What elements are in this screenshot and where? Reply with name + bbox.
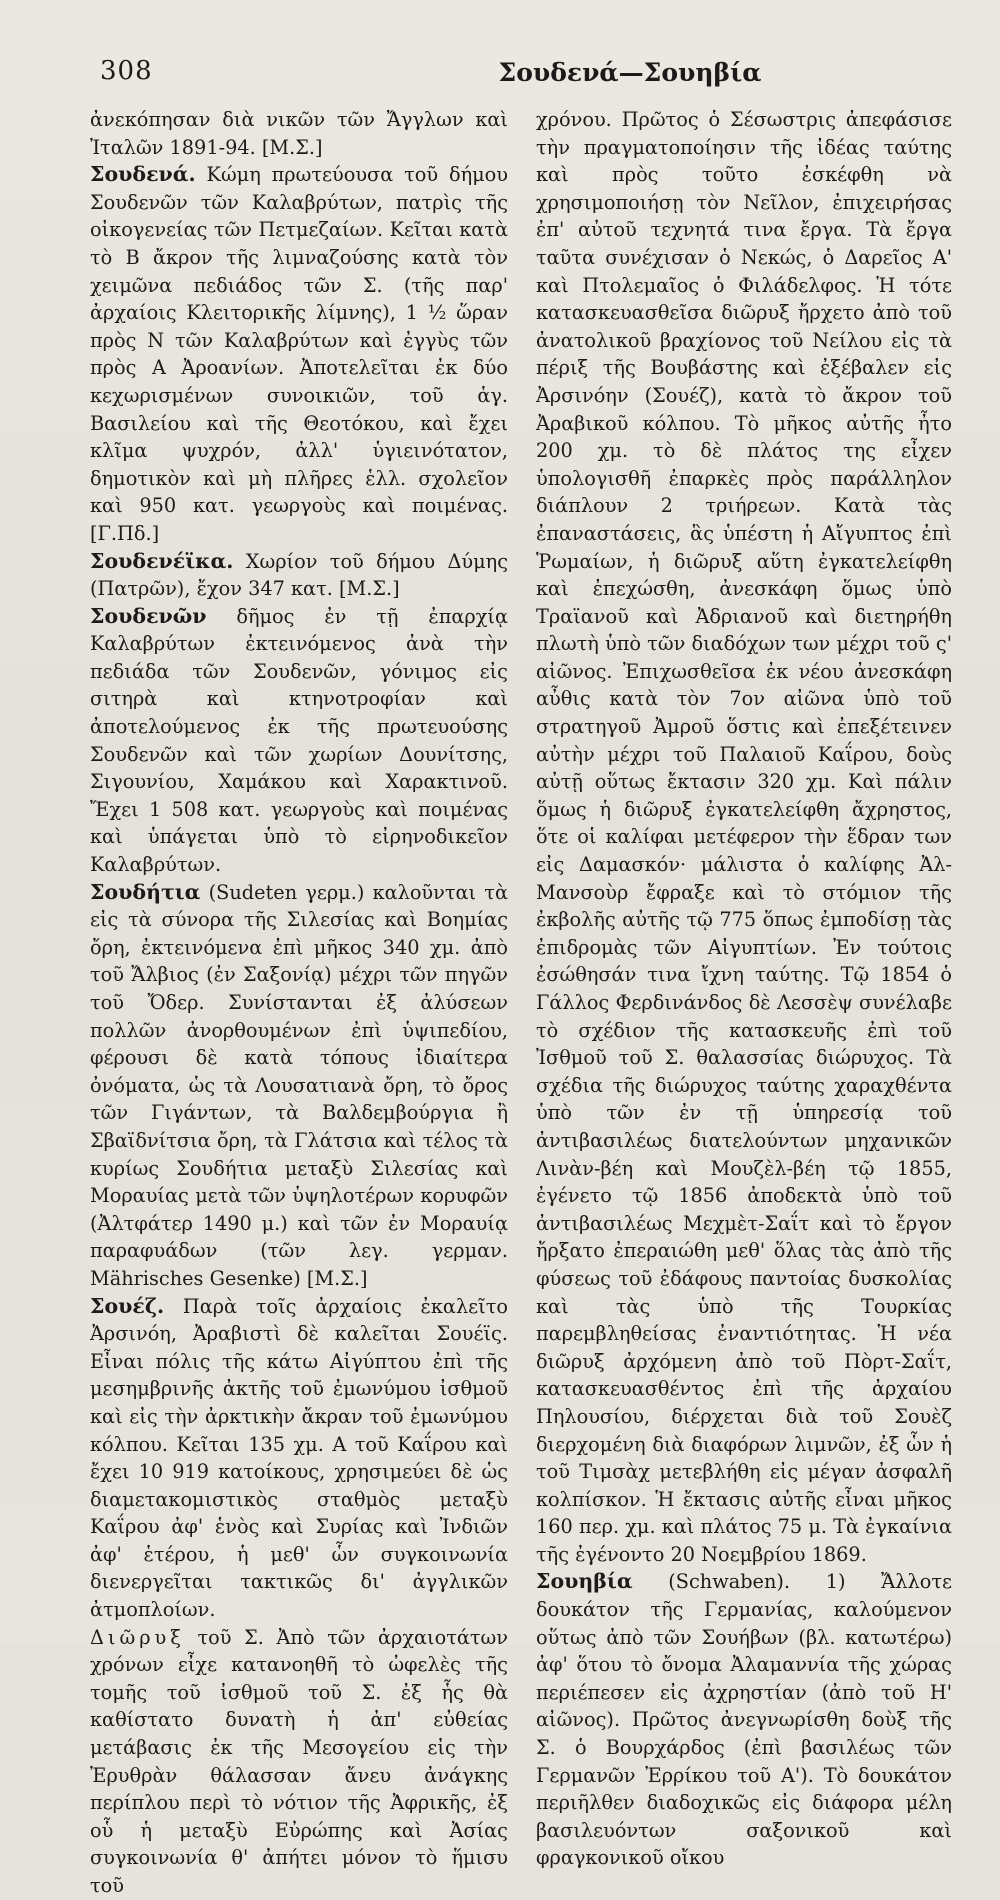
- running-head: Σουδενά—Σουηβία: [498, 58, 762, 87]
- dictionary-entry: [90, 1293, 508, 1624]
- dictionary-entry: [536, 106, 952, 1568]
- dictionary-entry: [90, 879, 508, 1293]
- left-column: [90, 106, 508, 1900]
- entry-subheading: Διῶρυξ: [90, 1625, 185, 1649]
- entry-headword: Σουδενέϊκα.: [90, 548, 234, 573]
- entry-headword: Σουδενά.: [90, 162, 196, 187]
- entry-text: δῆμος ἐν τῇ ἐπαρχίᾳ Καλαβρύτων ἐκτεινόμενος ἀνὰ τὴν πεδιάδα τῶν Σουδενῶν, γόνιμος εἰς σιτηρὰ καὶ κτηνοτροφίαν καὶ ἀποτελούμενος ἐκ τῆς πρωτευούσης Σουδενῶν καὶ τῶν χωρίων Δουνίτσης, Σιγουνίου, Χαμάκου καὶ Χαρακτινοῦ. Ἔχει 1 508 κατ. γεωργοὺς καὶ ποιμένας καὶ ὑπάγεται ὑπὸ τὸ εἰρηνοδικεῖον Καλαβρύτων.: [90, 604, 508, 877]
- dictionary-entry: [536, 1568, 952, 1872]
- right-column: [536, 106, 952, 1872]
- page-header: [100, 56, 960, 96]
- entry-headword: Σουδήτια: [90, 879, 201, 904]
- entry-text: Παρὰ τοῖς ἀρχαίοις ἐκαλεῖτο Ἀρσινόη, Ἀραβιστὶ δὲ καλεῖται Σουέϊς. Εἶναι πόλις τῆς κάτω Αἰγύπτου ἐπὶ τῆς μεσημβρινῆς ἀκτῆς τοῦ ἐμωνύμου ἰσθμοῦ καὶ εἰς τὴν ἀρκτικὴν ἄκραν τοῦ ἐμωνύμου κόλπου. Κεῖται 135 χμ. Α τοῦ Καΐρου καὶ ἔχει 10 919 κατοίκους, χρησιμεύει δὲ ὡς διαμετακομιστικὸς σταθμὸς μεταξὺ Καΐρου ἀφ' ἑνὸς καὶ Συρίας καὶ Ἰνδιῶν ἀφ' ἑτέρου, ἡ μεθ' ὧν συγκοινωνία διενεργεῖται τακτικῶς δι' ἀγγλικῶν ἀτμοπλοίων.: [90, 1294, 508, 1622]
- dictionary-entry: [90, 161, 508, 547]
- entry-text: Κώμη πρωτεύουσα τοῦ δήμου Σουδενῶν τῶν Καλαβρύτων, πατρὶς τῆς οἰκογενείας τῶν Πετμεζαίων. Κεῖται κατὰ τὸ Β ἄκρον τῆς λιμναζούσης κατὰ τὸν χειμῶνα πεδιάδος τῶν Σ. (τῆς παρ' ἀρχαίοις Κλειτορικῆς λίμνης), 1 ½ ὥραν πρὸς Ν τῶν Καλαβρύτων καὶ ἐγγὺς τῶν πρὸς Α Ἀροανίων. Ἀποτελεῖται ἐκ δύο κεχωρισμένων συνοικιῶν, τοῦ ἁγ. Βασιλείου καὶ τῆς Θεοτόκου, καὶ ἔχει κλῖμα ψυχρόν, ἀλλ' ὑγιεινότατον, δημοτικὸν καὶ μὴ πλῆρες ἑλλ. σχολεῖον καὶ 950 κατ. γεωργοὺς καὶ ποιμένας. [Γ.Πδ.]: [90, 163, 508, 545]
- entry-text: χρόνου. Πρῶτος ὁ Σέσωστρις ἀπεφάσισε τὴν πραγματοποίησιν τῆς ἰδέας ταύτης καὶ πρὸς τοῦτο ἐσκέφθη νὰ χρησιμοποιήσῃ τὸν Νεῖλον, ἐπιχειρήσας ἐπ' αὐτοῦ τεχνητά τινα ἔργα. Τὰ ἔργα ταῦτα συνέχισαν ὁ Νεκώς, ὁ Δαρεῖος Α' καὶ Πτολεμαῖος ὁ Φιλάδελφος. Ἡ τότε κατασκευασθεῖσα διῶρυξ ἤρχετο ἀπὸ τοῦ ἀνατολικοῦ βραχίονος τοῦ Νείλου εἰς τὰ πέριξ τῆς Βουβάστης καὶ ἐξέβαλεν εἰς Ἀρσινόην (Σουέζ), κατὰ τὸ ἄκρον τοῦ Ἀραβικοῦ κόλπου. Τὸ μῆκος αὐτῆς ἦτο 200 χμ. τὸ δὲ πλάτος της εἶχεν ὑπολογισθῆ ἐπαρκὲς πρὸς παράλληλον διάπλουν 2 τριήρεων. Κατὰ τὰς ἐπαναστάσεις, ἃς ὑπέστη ἡ Αἴγυπτος ἐπὶ Ῥωμαίων, ἡ διῶρυξ αὕτη ἐγκατελείφθη καὶ ἐπεχώσθη, ἀνεσκάφη ὅμως ὑπὸ Τραϊανοῦ καὶ Ἀδριανοῦ καὶ διετηρήθη πλωτὴ ὑπὸ τῶν διαδόχων των μέχρι τοῦ ς' αἰῶνος. Ἐπιχωσθεῖσα ἐκ νέου ἀνεσκάφη αὖθις κατὰ τὸν 7ον αἰῶνα ὑπὸ τοῦ στρατηγοῦ Ἀμροῦ ὅστις καὶ ἐπεξέτεινεν αὐτὴν μέχρι τοῦ Παλαιοῦ Καΐρου, δοὺς αὐτῇ οὕτως ἔκτασιν 320 χμ. Καὶ πάλιν ὅμως ἡ διῶρυξ ἐγκατελείφθη ἄχρηστος, ὅτε οἱ καλίφαι μετέφερον τὴν ἕδραν των εἰς Δαμασκόν· μάλιστα ὁ καλίφης Ἀλ-Μανσοὺρ ἔφραξε καὶ τὸ στόμιον τῆς ἐκβολῆς αὐτῆς τῷ 775 ὅπως ἐμποδίσῃ τὰς ἐπιδρομὰς τῶν Αἰγυπτίων. Ἐν τούτοις ἐσώθησάν τινα ἴχνη ταύτης. Τῷ 1854 ὁ Γάλλος Φερδινάνδος δὲ Λεσσὲψ συνέλαβε τὸ σχέδιον τῆς κατασκευῆς ἐπὶ τοῦ Ἰσθμοῦ τοῦ Σ. θαλασσίας διώρυχος. Τὰ σχέδια τῆς διώρυχος ταύτης χαραχθέντα ὑπὸ τῶν ἐν τῇ ὑπηρεσίᾳ τοῦ ἀντιβασιλέως διατελούντων μηχανικῶν Λινὰν-βέη καὶ Μουζὲλ-βέη τῷ 1855, ἐγένετο τῷ 1856 ἀποδεκτὰ ὑπὸ τοῦ ἀντιβασιλέως Μεχμὲτ-Σαΐτ καὶ τὸ ἔργον ἤρξατο ἐπεραιώθη μεθ' ὅλας τὰς ἀπὸ τῆς φύσεως τοῦ ἐδάφους παντοίας δυσκολίας καὶ τὰς ὑπὸ τῆς Τουρκίας παρεμβληθείσας ἐναντιότητας. Ἡ νέα διῶρυξ ἀρχόμενη ἀπὸ τοῦ Πὸρτ-Σαΐτ, κατασκευασθέντος ἐπὶ τῆς ἀρχαίου Πηλουσίου, διέρχεται διὰ τοῦ Σουὲζ διερχομένη διὰ διαφόρων λιμνῶν, ἐξ ὧν ἡ τοῦ Τιμσὰχ μετεβλήθη εἰς μέγαν ἀσφαλῆ κολπίσκον. Ἡ ἔκτασις αὐτῆς εἶναι μῆκος 160 περ. χμ. καὶ πλάτος 75 μ. Τὰ ἐγκαίνια τῆς ἐγένοντο 20 Νοεμβρίου 1869.: [536, 108, 952, 1566]
- entry-headword: Σουέζ.: [90, 1293, 165, 1318]
- entry-text: Χωρίον τοῦ δήμου Δύμης (Πατρῶν), ἔχον 347 κατ. [Μ.Σ.]: [90, 549, 508, 601]
- entry-headword: Σουηβία: [536, 1569, 633, 1594]
- dictionary-entry: [90, 1624, 508, 1900]
- entry-text: (Sudeten γερμ.) καλοῦνται τὰ εἰς τὰ σύνορα τῆς Σιλεσίας καὶ Βοημίας ὄρη, ἐκτεινόμενα ἐπὶ μῆκος 340 χμ. ἀπὸ τοῦ Ἄλβιος (ἐν Σαξονίᾳ) μέχρι τῶν πηγῶν τοῦ Ὄδερ. Συνίστανται ἐξ ἀλύσεων πολλῶν ἀνορθουμένων ἐπὶ ὑψιπεδίου, φέρουσι δὲ κατὰ τόπους ἰδιαίτερα ὀνόματα, ὡς τὰ Λουσατιανὰ ὄρη, τὸ ὄρος τῶν Γιγάντων, τὰ Βαλδεμβούργια ἢ Σβαϊδνίτσια ὄρη, τὰ Γλάτσια καὶ τέλος τὰ κυρίως Σουδήτια μεταξὺ Σιλεσίας καὶ Μοραυίας μετὰ τῶν ὑψηλοτέρων κορυφῶν (Ἀλτφάτερ 1490 μ.) καὶ τῶν ἐν Μοραυίᾳ παραφυάδων (τῶν λεγ. γερμαν. Mährisches Gesenke) [Μ.Σ.]: [90, 880, 508, 1290]
- dictionary-entry: [90, 603, 508, 879]
- entry-text: (Schwaben). 1) Ἄλλοτε δουκάτον τῆς Γερμανίας, καλούμενον οὕτως ἀπὸ τῶν Σουήβων (βλ. κατωτέρω) ἀφ' ὅτου τὸ ὄνομα Ἀλαμαννία τῆς χώρας περιέπεσεν εἰς ἀχρηστίαν (ἀπὸ τοῦ Η' αἰῶνος). Πρῶτος ἀνεγνωρίσθη δοὺξ τῆς Σ. ὁ Βουρχάρδος (ἐπὶ βασιλέως τῶν Γερμανῶν Ἐρρίκου τοῦ Α'). Τὸ δουκάτον περιῆλθεν διαδοχικῶς εἰς διάφορα μέλη βασιλευόντων σαξονικοῦ καὶ φραγκονικοῦ οἴκου: [536, 1570, 952, 1870]
- entry-text: ἀνεκόπησαν διὰ νικῶν τῶν Ἄγγλων καὶ Ἰταλῶν 1891-94. [Μ.Σ.]: [90, 108, 508, 159]
- entry-text: τοῦ Σ. Ἀπὸ τῶν ἀρχαιοτάτων χρόνων εἶχε κατανοηθῆ τὸ ὠφελὲς τῆς τομῆς τοῦ ἰσθμοῦ τοῦ Σ. ἐξ ἧς θὰ καθίστατο δυνατὴ ἡ ἀπ' εὐθείας μετάβασις ἐκ τῆς Μεσογείου εἰς τὴν Ἐρυθρὰν θάλασσαν ἄνευ ἀνάγκης περίπλου περὶ τὸ νότιον τῆς Ἀφρικῆς, ἐξ οὗ ἡ μεταξὺ Εὐρώπης καὶ Ἀσίας συγκοινωνία θ' ἀπήτει μόνον τὸ ἥμισυ τοῦ: [90, 1625, 508, 1897]
- dictionary-entry: [90, 548, 508, 603]
- dictionary-entry: [90, 106, 508, 161]
- page-number: 308: [100, 56, 153, 86]
- entry-headword: Σουδενῶν: [90, 603, 207, 628]
